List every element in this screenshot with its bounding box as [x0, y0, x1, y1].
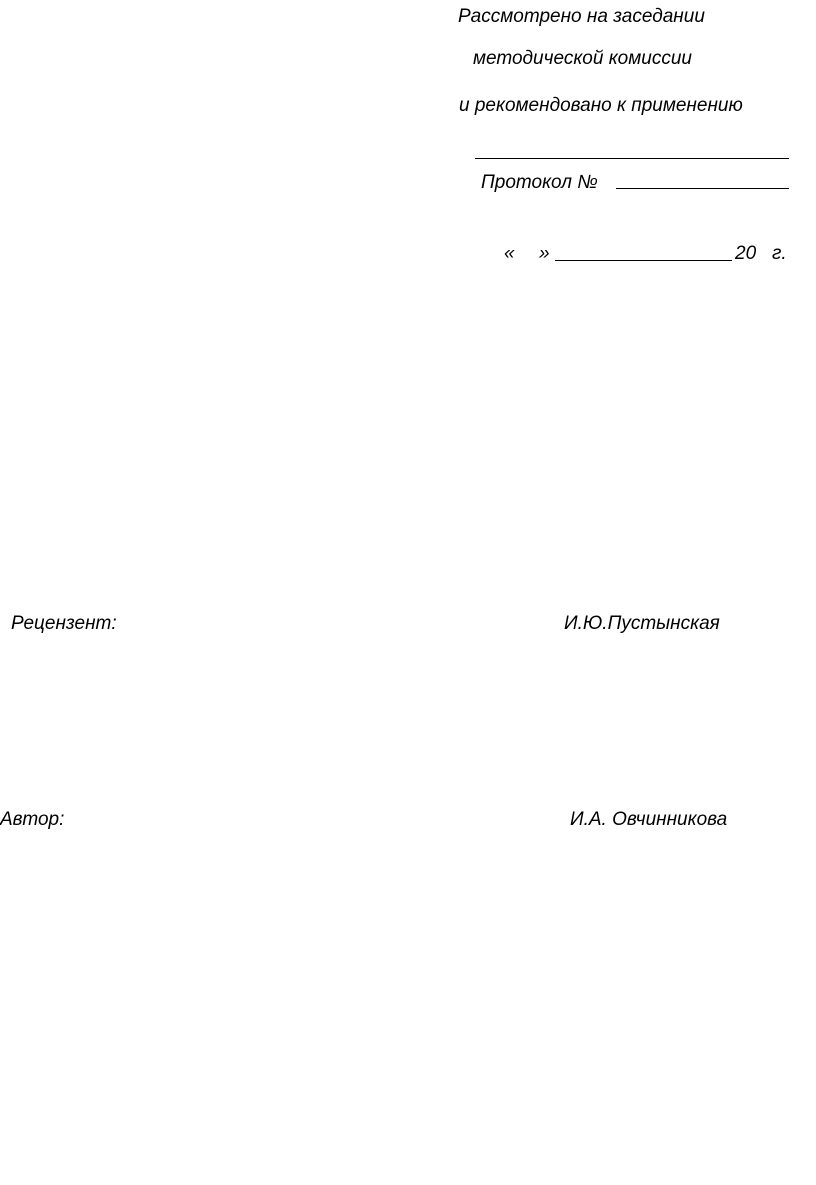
- protocol-number-blank: [616, 188, 789, 189]
- approval-line-3: и рекомендовано к применению: [459, 95, 743, 116]
- date-year-suffix: г.: [772, 243, 787, 264]
- protocol-label: Протокол №: [481, 172, 598, 193]
- reviewer-name: И.Ю.Пустынская: [564, 613, 720, 634]
- approval-line-2: методической комиссии: [473, 48, 692, 69]
- date-open-quote: «: [504, 243, 515, 264]
- blank-line: [475, 158, 789, 159]
- author-name: И.А. Овчинникова: [570, 809, 728, 830]
- approval-line-1: Рассмотрено на заседании: [458, 6, 705, 27]
- date-close-quote: »: [539, 243, 550, 264]
- author-label: Автор:: [0, 809, 65, 830]
- date-year: 20: [735, 243, 757, 264]
- reviewer-label: Рецензент:: [11, 613, 117, 634]
- date-month-blank: [555, 260, 732, 261]
